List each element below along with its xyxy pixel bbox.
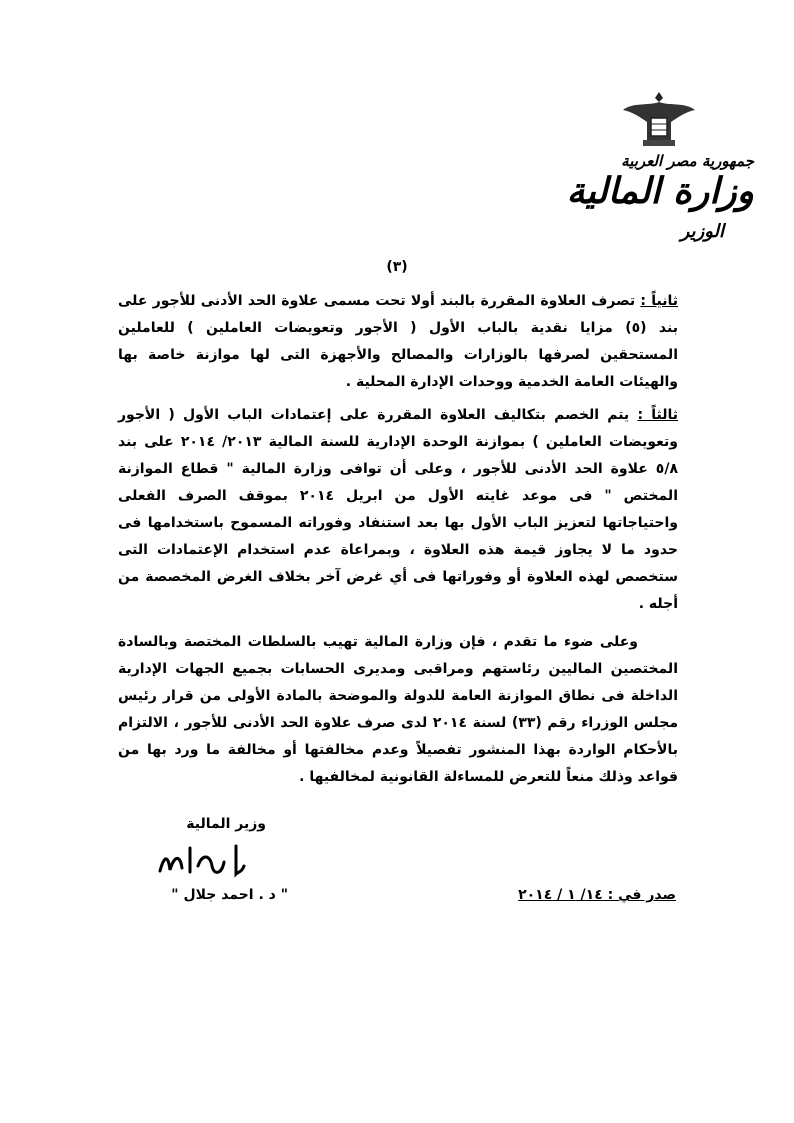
paragraph-heading: ثالثاً :: [637, 407, 679, 423]
minister-office: الوزير: [680, 221, 724, 242]
page-number: (٣): [386, 259, 408, 275]
eagle-emblem-icon: [619, 88, 699, 148]
paragraph-third: [118, 402, 678, 618]
closing-paragraph: وعلى ضوء ما تقدم ، فإن وزارة المالية تهيب بالسلطات المختصة وبالسادة المختصين الماليين رئاستهم ومراقبى ومديرى الحسابات بجميع الجهات الإدارية الداخلة فى نطاق الموازنة العامة للدولة والموضحة بالمادة الأولى من قرار رئيس مجلس الوزراء رقم (٣٣) لسنة ٢٠١٤ لدى صرف علاوة الحد الأدنى للأجور ، الالتزام بالأحكام الواردة بهذا المنشور تفصيلاً وعدم مخالفتها أو مخالفة ما ورد بها من قواعد وذلك منعاً للتعرض للمساءلة القانونية لمخالفيها .: [118, 634, 678, 785]
letterhead: [554, 88, 754, 258]
ministry-name: وزارة المالية: [566, 170, 754, 212]
paragraph-text: يتم الخصم بتكاليف العلاوة المقررة على إعتمادات الباب الأول ( الأجور وتعويضات العاملين ) بموازنة الوحدة الإدارية للسنة المالية ٢٠١٣/ ٢٠١٤ على بند ٥/٨ علاوة الحد الأدنى للأجور ، وعلى أن توافى وزارة المالية " قطاع الموازنة المختص " فى موعد غايته الأول من ابريل ٢٠١٤ بموقف الصرف الفعلى واحتياجاتها لتعزيز الباب الأول بها بعد استنفاد وفوراته المسموح باستخدامها فى حدود ما لا يجاوز قيمة هذه العلاوة ، وبمراعاة عدم استخدام الإعتمادات التى ستخصص لهذه العلاوة أو وفوراتها فى أي غرض آخر بخلاف الغرض المخصصة من أجله .: [118, 407, 678, 612]
paragraph-text: تصرف العلاوة المقررة بالبند أولا تحت مسمى علاوة الحد الأدنى للأجور على بند (٥) مزايا نقدية بالباب الأول ( الأجور وتعويضات العاملين ) للعاملين المستحقين لصرفها بالوزارات والمصالح والأجهزة التى لها موازنة خاصة بها والهيئات العامة الخدمية ووحدات الإدارة المحلية .: [118, 293, 678, 390]
signatory-name: " د . احمد جلال ": [171, 887, 288, 903]
issue-date: صدر في : ١٤/ ١ / ٢٠١٤: [518, 887, 676, 903]
paragraph-heading: ثانياً :: [640, 293, 678, 309]
paragraph-second: [118, 288, 678, 396]
republic-name: جمهورية مصر العربية: [621, 152, 754, 170]
signatory-title: وزير المالية: [186, 816, 266, 832]
handwritten-signature-icon: [150, 836, 270, 886]
